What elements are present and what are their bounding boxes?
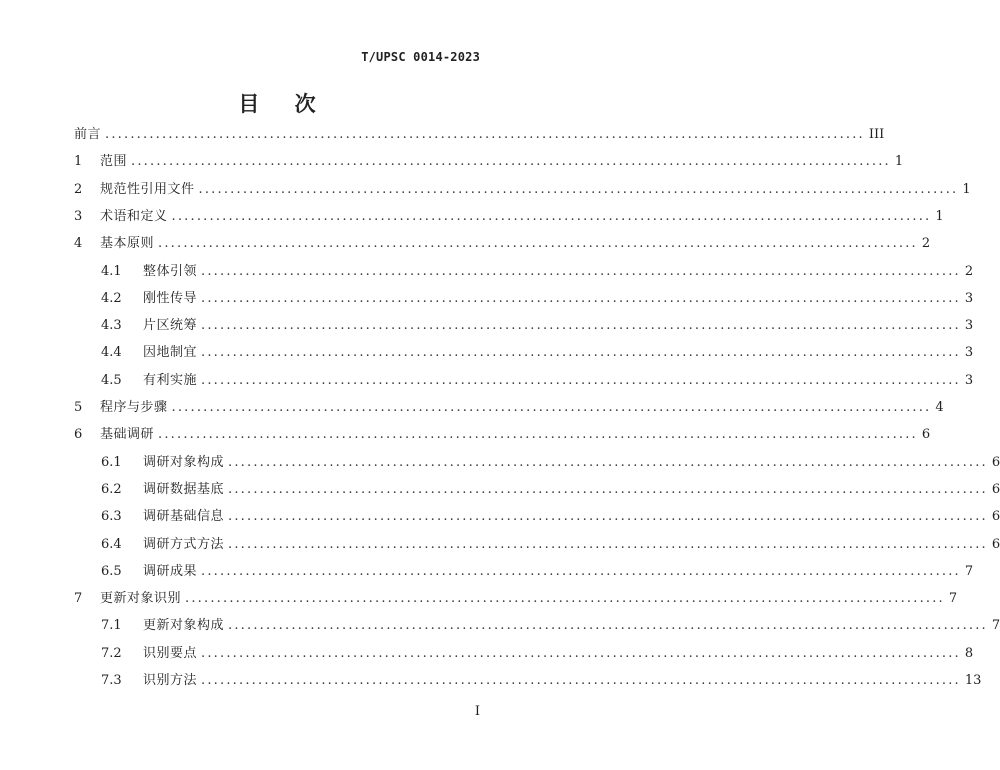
page-number: I xyxy=(474,704,480,719)
toc-entry-page: 6 xyxy=(991,509,1000,524)
toc-entry[interactable] xyxy=(74,153,904,171)
toc-entry-page: 2 xyxy=(921,236,931,251)
toc-entry-number: 4.1 xyxy=(101,264,122,279)
toc-entry-page: 13 xyxy=(964,673,982,688)
toc-entry-number: 7 xyxy=(74,591,83,606)
toc-entry-number: 7.1 xyxy=(101,618,122,633)
toc-entry[interactable] xyxy=(74,426,931,444)
toc-leader-dots: ........................................................................................................................ xyxy=(105,127,865,142)
toc-entry[interactable] xyxy=(101,536,1000,554)
toc-entry-label: 调研方式方法 xyxy=(143,537,225,552)
toc-leader-dots: ........................................................................................................................ xyxy=(158,427,918,442)
toc-leader-dots: ........................................................................................................................ xyxy=(171,209,932,224)
toc-entry[interactable] xyxy=(74,208,944,226)
toc-leader-dots: ........................................................................................................................ xyxy=(201,373,961,388)
toc-entry-page: 3 xyxy=(964,373,974,388)
toc-entry-label: 更新对象识别 xyxy=(100,591,182,606)
toc-entry[interactable] xyxy=(74,399,944,417)
toc-entry-label: 基本原则 xyxy=(100,236,155,251)
toc-entry-page: 7 xyxy=(948,591,958,606)
toc-entry[interactable] xyxy=(74,590,958,608)
toc-entry-number: 4.5 xyxy=(101,373,122,388)
toc-entry-label: 调研基础信息 xyxy=(143,509,225,524)
toc-leader-dots: ........................................................................................................................ xyxy=(158,236,918,251)
toc-entry[interactable] xyxy=(101,645,974,663)
toc-leader-dots: ........................................................................................................................ xyxy=(201,291,961,306)
toc-leader-dots: ........................................................................................................................ xyxy=(228,618,988,633)
toc-entry-label: 调研数据基底 xyxy=(143,482,225,497)
toc-entry-number: 1 xyxy=(74,154,83,169)
toc-entry-page: 2 xyxy=(964,264,974,279)
toc-entry-label: 整体引领 xyxy=(143,264,198,279)
toc-entry[interactable] xyxy=(101,372,974,390)
toc-entry-number: 4 xyxy=(74,236,83,251)
toc-entry-label: 调研成果 xyxy=(143,564,198,579)
toc-entry-label: 识别要点 xyxy=(143,646,198,661)
toc-leader-dots: ........................................................................................................................ xyxy=(171,400,932,415)
toc-entry-label: 识别方法 xyxy=(143,673,198,688)
toc-leader-dots: ........................................................................................................................ xyxy=(131,154,891,169)
toc-entry-number: 6.5 xyxy=(101,564,122,579)
toc-leader-dots: ........................................................................................................................ xyxy=(228,537,988,552)
toc-leader-dots: ........................................................................................................................ xyxy=(201,673,961,688)
toc-entry-label: 因地制宜 xyxy=(143,345,198,360)
toc-entry-label: 规范性引用文件 xyxy=(100,182,195,197)
toc-entry[interactable] xyxy=(101,454,1000,472)
toc-entry-number: 7.2 xyxy=(101,646,122,661)
toc-entry-page: 3 xyxy=(964,318,974,333)
toc-entry-label: 前言 xyxy=(74,127,102,142)
toc-leader-dots: ........................................................................................................................ xyxy=(201,318,961,333)
toc-entry[interactable] xyxy=(101,563,974,581)
toc-entry-number: 6.4 xyxy=(101,537,122,552)
toc-entry-number: 4.3 xyxy=(101,318,122,333)
toc-entry-page: 1 xyxy=(935,209,944,224)
toc-entry-label: 刚性传导 xyxy=(143,291,198,306)
toc-entry-number: 3 xyxy=(74,209,83,224)
toc-entry-page: 3 xyxy=(964,345,974,360)
toc-entry-page: 3 xyxy=(964,291,974,306)
toc-entry-number: 7.3 xyxy=(101,673,122,688)
toc-entry[interactable] xyxy=(74,126,885,144)
toc-entry-number: 5 xyxy=(74,400,83,415)
toc-entry[interactable] xyxy=(101,481,1000,499)
toc-entry-number: 6.3 xyxy=(101,509,122,524)
toc-entry-number: 4.4 xyxy=(101,345,122,360)
toc-leader-dots: ........................................................................................................................ xyxy=(198,182,959,197)
toc-entry-label: 范围 xyxy=(100,154,128,169)
toc-entry[interactable] xyxy=(101,508,1000,526)
toc-entry-number: 2 xyxy=(74,182,83,197)
toc-entry-label: 术语和定义 xyxy=(100,209,168,224)
toc-leader-dots: ........................................................................................................................ xyxy=(201,345,961,360)
toc-entry-label: 调研对象构成 xyxy=(143,455,225,470)
toc-entry-page: 6 xyxy=(991,537,1000,552)
toc-entry-page: III xyxy=(868,127,885,142)
standard-code: T/UPSC 0014-2023 xyxy=(361,50,480,64)
toc-entry-page: 8 xyxy=(964,646,974,661)
toc-entry-label: 更新对象构成 xyxy=(143,618,225,633)
toc-entry-page: 7 xyxy=(964,564,974,579)
toc-entry-number: 6.2 xyxy=(101,482,122,497)
toc-entry[interactable] xyxy=(74,181,971,199)
toc-entry-number: 6 xyxy=(74,427,83,442)
toc-entry-label: 片区统筹 xyxy=(143,318,198,333)
toc-leader-dots: ........................................................................................................................ xyxy=(185,591,945,606)
toc-entry-page: 6 xyxy=(921,427,931,442)
toc-leader-dots: ........................................................................................................................ xyxy=(201,264,961,279)
page-title: 目 次 xyxy=(238,92,330,116)
toc-entry-number: 4.2 xyxy=(101,291,122,306)
toc-entry[interactable] xyxy=(101,617,1000,635)
toc-entry-page: 1 xyxy=(962,182,971,197)
toc-entry[interactable] xyxy=(101,317,974,335)
toc-entry[interactable] xyxy=(74,235,931,253)
toc-entry-page: 1 xyxy=(894,154,904,169)
toc-entry-number: 6.1 xyxy=(101,455,122,470)
toc-entry-page: 4 xyxy=(935,400,944,415)
toc-leader-dots: ........................................................................................................................ xyxy=(228,455,988,470)
toc-entry[interactable] xyxy=(101,290,974,308)
toc-entry-page: 7 xyxy=(991,618,1000,633)
toc-entry[interactable] xyxy=(101,263,974,281)
toc-entry-label: 基础调研 xyxy=(100,427,155,442)
toc-entry-page: 6 xyxy=(991,482,1000,497)
toc-entry-label: 程序与步骤 xyxy=(100,400,168,415)
toc-entry-label: 有利实施 xyxy=(143,373,198,388)
toc-entry-page: 6 xyxy=(991,455,1000,470)
toc-entry[interactable] xyxy=(101,344,974,362)
toc-entry[interactable] xyxy=(101,672,982,690)
toc-leader-dots: ........................................................................................................................ xyxy=(228,509,988,524)
toc-leader-dots: ........................................................................................................................ xyxy=(201,564,961,579)
toc-leader-dots: ........................................................................................................................ xyxy=(201,646,961,661)
toc-leader-dots: ........................................................................................................................ xyxy=(228,482,988,497)
